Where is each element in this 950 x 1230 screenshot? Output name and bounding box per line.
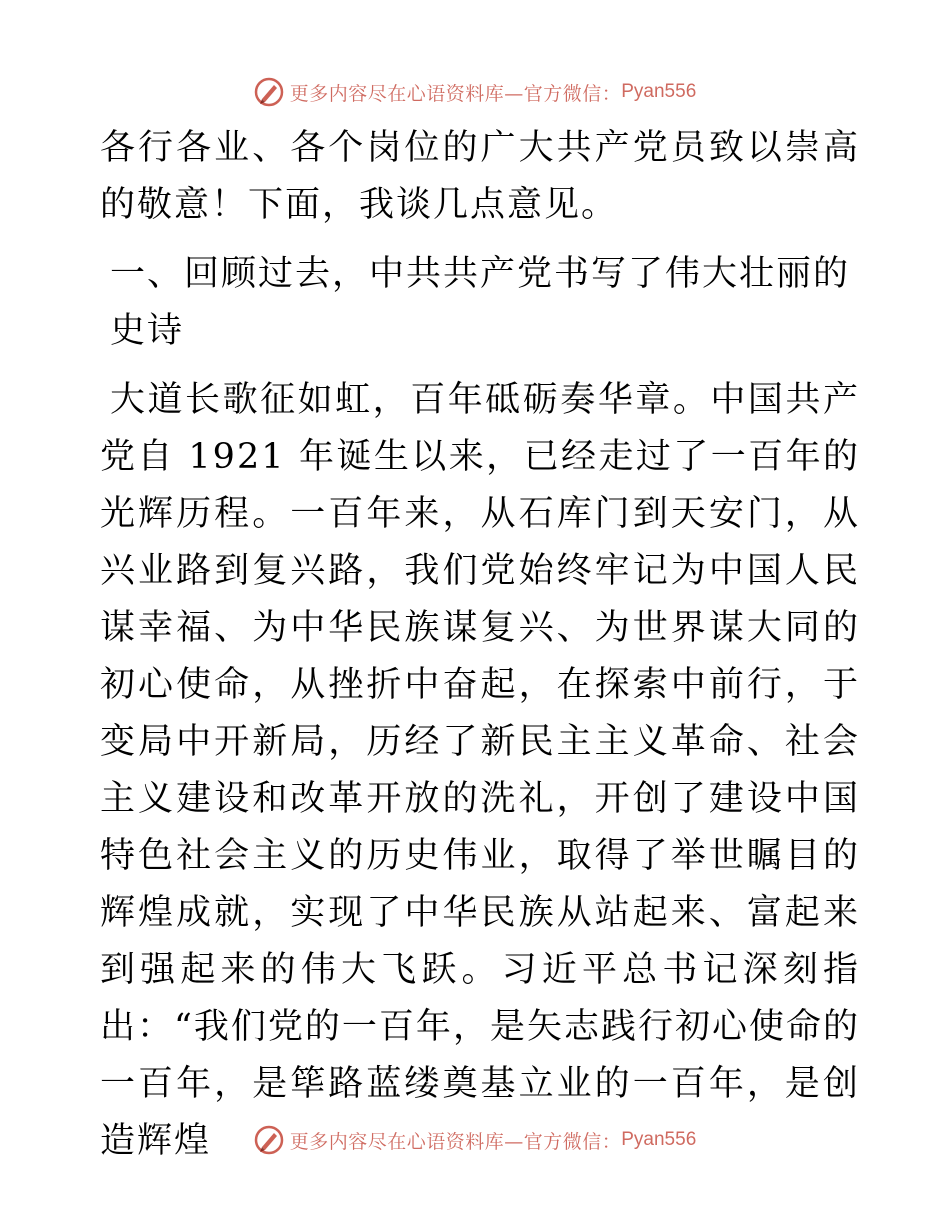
paragraph-history: 大道长歌征如虹，百年砥砺奏华章。中国共产党自 1921 年诞生以来，已经走过了一百年的光辉历程。一百年来，从石库门到天安门，从兴业路到复兴路，我们党始终牢记为中国人民谋幸福、为中华民族谋复兴、为世界谋大同的初心使命，从挫折中奋起，在探索中前行，于变局中开新局，历经了新民主主义革命、社会主义建设和改革开放的洗礼，开创了建设中国特色社会主义的历史伟业，取得了举世瞩目的辉煌成就，实现了中华民族从站起来、富起来到强起来的伟大飞跃。习近平总书记深刻指出：“我们党的一百年，是矢志践行初心使命的一百年，是筚路蓝缕奠基立业的一百年，是创造辉煌: [100, 380, 860, 1161]
watermark-wechat-id: Pyan556: [621, 1129, 697, 1150]
paragraph-greeting: 各行各业、各个岗位的广大共产党员致以崇高的敬意！下面，我谈几点意见。: [100, 128, 860, 225]
watermark-wechat-id: Pyan556: [621, 81, 697, 102]
document-body: [100, 120, 860, 1182]
watermark-text: 更多内容尽在心语资料库—官方微信：: [289, 82, 622, 105]
section-heading: 一、回顾过去，中共共产党书写了伟大壮丽的史诗: [110, 254, 851, 351]
pen-logo-icon: [254, 77, 284, 107]
watermark-text: 更多内容尽在心语资料库—官方微信：: [289, 1130, 622, 1153]
pen-logo-icon: [254, 1125, 284, 1155]
footer-watermark: [0, 1122, 950, 1158]
header-watermark: [0, 74, 950, 110]
